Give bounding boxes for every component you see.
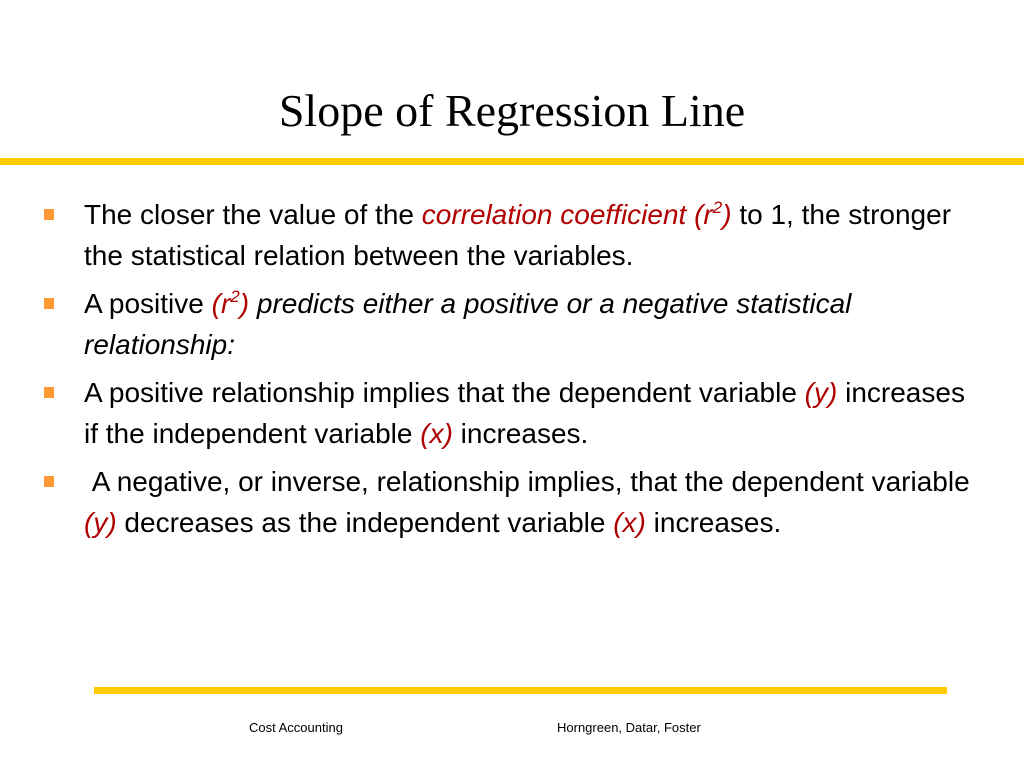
bullet-text: A positive relationship implies that the dependent variable xyxy=(84,377,805,408)
bullet-text: increases. xyxy=(645,507,782,538)
superscript: 2 xyxy=(230,287,240,306)
emphasized-term: (x) xyxy=(613,507,646,538)
bottom-divider xyxy=(94,687,947,694)
square-bullet-icon xyxy=(44,298,54,309)
emphasized-term: (y) xyxy=(84,507,117,538)
emphasized-term: ) xyxy=(722,199,732,230)
slide-title: Slope of Regression Line xyxy=(278,85,746,136)
superscript: 2 xyxy=(712,198,723,217)
footer-course: Cost Accounting xyxy=(249,720,343,735)
bullet-item-3 xyxy=(44,372,974,454)
footer-authors: Horngreen, Datar, Foster xyxy=(557,720,701,735)
bullet-text: decreases as the independent variable xyxy=(116,507,614,538)
emphasized-term: correlation coefficient (r xyxy=(421,199,713,230)
bullet-text: to 1, the stronger the statistical relation between the variables. xyxy=(84,199,952,271)
bullet-item-4 xyxy=(44,461,978,543)
square-bullet-icon xyxy=(44,209,54,220)
bullet-text: A negative, or inverse, relationship implies, that the dependent variable xyxy=(84,466,978,497)
square-bullet-icon xyxy=(44,476,54,487)
italic-text: predicts either a positive or a negative statistical relationship: xyxy=(84,288,852,360)
emphasized-term: (x) xyxy=(420,418,453,449)
bullet-item-2 xyxy=(44,283,974,365)
bullet-text: A positive xyxy=(84,288,212,319)
bullet-text: increases if the independent variable xyxy=(84,377,965,449)
square-bullet-icon xyxy=(44,387,54,398)
top-divider xyxy=(0,158,1024,165)
emphasized-term: (y) xyxy=(804,377,838,408)
bullet-text: increases. xyxy=(452,418,589,449)
bullet-text: The closer the value of the xyxy=(84,199,422,230)
emphasized-term: ) xyxy=(239,288,250,319)
bullet-list xyxy=(44,194,978,550)
bullet-item-1 xyxy=(44,194,974,276)
emphasized-term: (r xyxy=(211,288,231,319)
